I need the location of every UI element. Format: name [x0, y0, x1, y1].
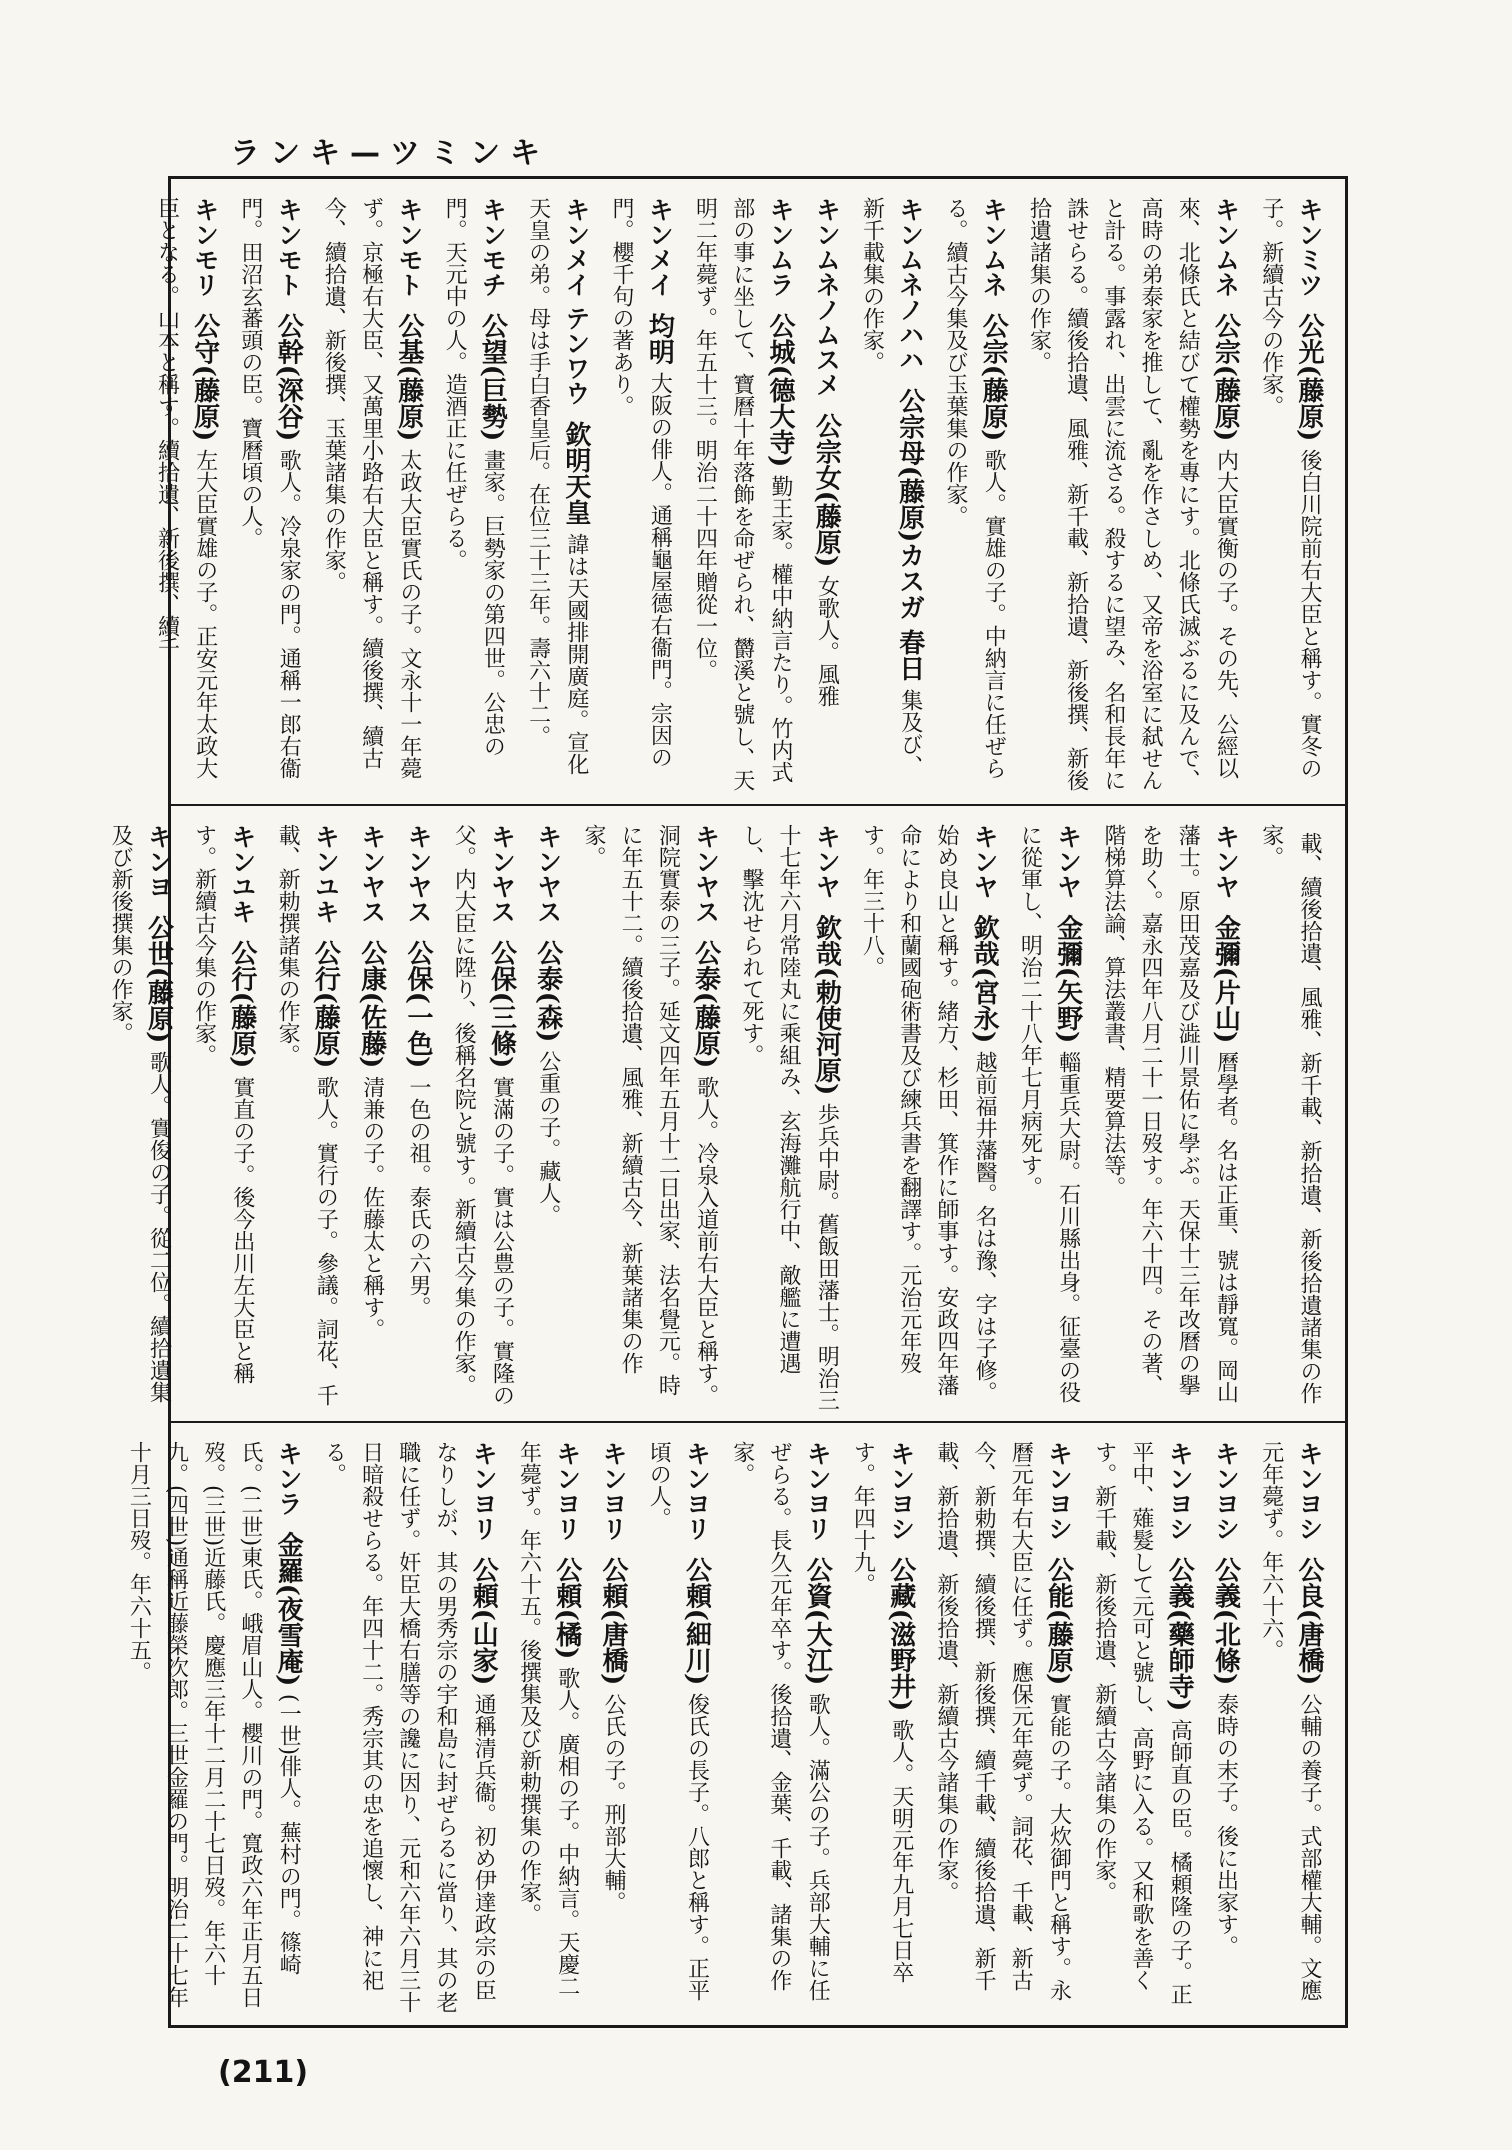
dictionary-entry	[268, 824, 345, 1411]
dictionary-entry	[509, 1441, 586, 2015]
dictionary-entry	[101, 824, 178, 1411]
entry-name: 公宗母(藤原)カスガ 春日	[894, 387, 925, 682]
entry-reading: キンムラ	[766, 197, 796, 297]
entry-reading: キンヤス	[357, 824, 387, 924]
entry-name: 公泰(森)	[532, 939, 563, 1043]
entry-description: 歌人。實雄の子。中納言に任ぜらる。續古今集及び玉葉集の作家。	[942, 197, 1007, 779]
entry-description: 歌人。滿公の子。兵部大輔に任ぜらる。長久元年卒す。後拾遺、金葉、千載、諸集の作家。	[729, 1441, 831, 2001]
dictionary-entry	[147, 197, 224, 794]
entry-name: 公保(一色)	[403, 939, 433, 1069]
dictionary-entry	[1010, 824, 1087, 1411]
dictionary-entry	[685, 197, 800, 794]
entry-name: 公頼(唐橋)	[598, 1556, 629, 1686]
entry-name: 公城(德大寺)	[765, 312, 796, 468]
dictionary-entry	[314, 1441, 503, 2015]
entry-reading: キンヤ	[970, 824, 1000, 899]
entry-reading: キンミツ	[1295, 197, 1324, 297]
entry-name: 公頼(細川)	[681, 1556, 712, 1686]
entry-name: 公資(大江)	[802, 1556, 833, 1686]
dictionary-entry	[927, 1441, 1079, 2015]
entry-name: 公宗女(藤原)	[811, 412, 842, 568]
entry-reading: キンヨリ	[552, 1441, 582, 1541]
entry-description: 後白川院前右大臣と稱す。實冬の子。新續古今の作家。	[1258, 197, 1322, 779]
dictionary-entry	[1205, 1441, 1245, 2015]
entry-name: 公良(唐橋)	[1294, 1556, 1324, 1686]
entry-reading: キンラ	[274, 1441, 304, 1516]
entry-description: 載、續後拾遺、風雅、新千載、新拾遺、新後拾遺諸集の作家。	[1258, 824, 1322, 1404]
entry-reading: キンユキ	[311, 824, 341, 924]
entry-reading: キンヨリ	[682, 1441, 712, 1541]
entry-reading: キンヨシ	[1211, 1441, 1241, 1541]
entry-reading: キンメイ テンワウ	[561, 197, 591, 406]
entry-name: 公幹(深谷)	[273, 312, 304, 442]
entry-reading: キンヨリ	[469, 1441, 499, 1541]
entry-name: 公世(藤原)	[143, 914, 174, 1044]
dictionary-entry	[723, 1441, 838, 2015]
entry-name: 公義(藥師寺)	[1164, 1556, 1195, 1712]
dictionary-entry	[574, 824, 726, 1411]
entry-reading: キンモチ	[478, 197, 508, 297]
dictionary-entry	[732, 824, 847, 1411]
entry-name: 公頼(山家)	[468, 1556, 499, 1686]
entry-description: 畫家。巨勢家の第四世。公忠の門。天元中の人。造酒正に任ぜらる。	[442, 197, 506, 757]
entry-description: 公重の子。藏人。	[535, 1049, 561, 1226]
entry-reading: キンユキ	[227, 824, 257, 924]
entry-name: 公望(巨勢)	[477, 312, 508, 442]
entry-reading: キンモト	[274, 197, 304, 297]
dictionary-entry	[806, 197, 846, 794]
entry-description: 公氏の子。刑部大輔。	[601, 1692, 627, 1913]
entry-description: 内大臣實衡の子。その先、公經以來、北條氏と結びて權勢を專にす。北條氏滅ぶるに及んで、高時の弟泰家を推して、亂を作さしめ、又帝を浴室に弑せんと計る。事露れ、出雲に流さる。殺するに望み、名和長年に誅せらる。續後拾遺、風雅、新千載、新拾遺、新後撰、新後拾遺諸集の作家。	[1026, 197, 1239, 791]
dictionary-entry	[435, 197, 512, 794]
entry-reading: キンムネノハハ	[895, 197, 925, 372]
entry-reading: キンヨシ	[886, 1441, 916, 1541]
entry-description: 歩兵中尉。舊飯田藩士。明治三十七年六月常陸丸に乘組み、玄海灘航行中、敵艦に遭遇し、擊沈せられて死す。	[738, 824, 840, 1411]
entry-name: 金羅(夜雪庵)	[273, 1531, 304, 1687]
running-head: ランキ—ツミンキ	[230, 136, 550, 171]
entry-name: 欽哉(勅使河原)	[811, 914, 842, 1096]
entry-reading: キンムネ	[979, 197, 1009, 297]
entries-band-bottom	[126, 1421, 1345, 2025]
entry-reading: キンムネノムスメ	[812, 197, 842, 397]
entry-reading: キンヨシ	[1165, 1441, 1195, 1541]
dictionary-entry	[843, 1441, 920, 2015]
dictionary-entry	[593, 1441, 633, 2015]
dictionary-entry	[602, 197, 679, 794]
entries-band-top	[154, 179, 1345, 804]
entry-description: 勤王家。權中納言たり。竹内式部の事に坐して、寶曆十年落飾を命ぜられ、欝溪と號し、天明二年薨ず。年五十三。明治二十四年贈從一位。	[692, 197, 794, 791]
entry-description: 高師直の臣。橘頼隆の子。正平中、薙髮して元可と號し、高野に入る。又和歌を善くす。新千載、新後拾遺、新續古今諸集の作家。	[1091, 1441, 1193, 2005]
entry-description: 輜重兵大尉。石川縣出身。征臺の役に從軍し、明治二十八年七月病死す。	[1017, 824, 1081, 1403]
entry-name: 公能(藤原)	[1043, 1556, 1074, 1686]
entry-description: 歌人。實俊の子。從二位。續拾遺集及び新後撰集の作家。	[108, 824, 172, 1403]
entry-description: (一世)俳人。蕪村の門。篠崎氏。(二世)東氏。峨眉山人。櫻川の門。寬政六年正月五日歿。(三世)近藤氏。慶應三年十二月二十七日歿。年六十九。(四世)通稱近藤榮次郎。三世金羅の門。明治二十七年十月三日歿。年六十五。	[126, 1441, 302, 2009]
entry-reading: キンヨシ	[1044, 1441, 1074, 1541]
dictionary-page-frame	[108, 176, 1348, 2028]
dictionary-entry	[1094, 824, 1246, 1411]
entry-description: 實直の子。後今出川左大臣と稱す。新續古今集の作家。	[191, 824, 255, 1384]
dictionary-entry	[518, 197, 595, 794]
entry-description: 集及び、新千載集の作家。	[859, 197, 923, 777]
dictionary-entry	[936, 197, 1013, 794]
entry-description: 俊氏の長子。八郎と稱す。正平頃の人。	[646, 1441, 710, 2001]
entry-reading: キンヨリ	[599, 1441, 629, 1541]
dictionary-entry	[639, 1441, 716, 2015]
entry-description: 歌人。冷泉入道前右大臣と稱す。洞院實泰の三子。延文四年五月十二日出家、法名覺元。時に年五十二。續後拾遺、風雅、新續古今、新葉諸集の作家。	[580, 824, 719, 1406]
dictionary-entry	[852, 197, 929, 794]
entry-description: 通稱清兵衞。初め伊達政宗の臣なりしが、其の男秀宗の宇和島に封ぜらるに當り、其の老職に任ず。奸臣大橋右膳等の讒に因り、元和六年六月三十日暗殺せらる。年四十二。秀宗其の忠を追懷し、神に祀る。	[321, 1441, 497, 2013]
entry-reading: キンモト	[394, 197, 424, 297]
entry-reading: キンヤ	[1053, 824, 1083, 899]
entry-name: 欽哉(宮永)	[969, 914, 1000, 1044]
entry-name: 公頼(橘)	[551, 1556, 582, 1660]
dictionary-entry	[398, 824, 438, 1411]
dictionary-entry	[1019, 197, 1245, 794]
entry-description: 實滿の子。實は公豊の子。實隆の父。内大臣に陞り、後稱名院と號す。新續古今集の作家。	[451, 824, 515, 1406]
entry-name: 公泰(藤原)	[690, 939, 721, 1069]
entry-description: 諱は天國排開廣庭。宣化天皇の弟。母は手白香皇后。在位三十三年。壽六十二。	[525, 197, 589, 775]
entry-description: 歌人。廣相の子。中納言。天慶二年薨ず。年六十五。後撰集及び新勅撰集の作家。	[516, 1441, 580, 1997]
dictionary-entry	[1252, 824, 1329, 1411]
entry-reading: キンモリ	[190, 197, 220, 297]
entry-description: 清兼の子。佐藤太と稱す。	[359, 1075, 385, 1340]
dictionary-entry	[852, 824, 1004, 1411]
entry-name: 欽明天皇	[560, 421, 591, 526]
entry-reading: キンヤス	[533, 824, 563, 924]
entry-name: 金彌(矢野)	[1052, 914, 1083, 1044]
entry-description: 越前福井藩醫。名は豫、字は子修。始め良山と稱す。緒方、杉田、箕作に師事す。安政四年藩命により和蘭國砲術書及び練兵書を翻譯す。元治元年歿す。年三十八。	[859, 824, 998, 1403]
dictionary-entry	[314, 197, 429, 794]
entry-name: 公藏(滋野井)	[885, 1556, 916, 1712]
entry-reading: キンヤ	[812, 824, 842, 899]
dictionary-entry	[1252, 197, 1329, 794]
entry-description: 女歌人。風雅	[814, 574, 840, 707]
entry-reading: キンヨリ	[803, 1441, 833, 1541]
entry-name: 公行(藤原)	[226, 939, 257, 1069]
entry-name: 公義(北條)	[1210, 1556, 1241, 1686]
dictionary-entry	[351, 824, 391, 1411]
entry-name: 公宗(藤原)	[978, 312, 1009, 442]
entry-description: 一色の祖。泰氏の六男。	[406, 1075, 431, 1318]
dictionary-entry	[444, 824, 521, 1411]
entry-name: 公保(三條)	[486, 939, 517, 1069]
entry-reading: キンヨ	[144, 824, 174, 899]
entry-name: 公基(藤原)	[393, 312, 424, 442]
entry-description: 實能の子。大炊御門と稱す。永曆元年右大臣に任ず。應保元年薨ず。詞花、千載、新古今、新勅撰、續後撰、新後撰、續千載、續後拾遺、新千載、新拾遺、新後拾遺、新續古今諸集の作家。	[933, 1441, 1072, 2001]
entry-reading: キンヤス	[404, 824, 433, 924]
entry-description: 太政大臣實氏の子。文永十一年薨ず。京極右大臣、又萬里小路右大臣と稱す。續後撰、續古今、續拾遺、新後撰、玉葉諸集の作家。	[321, 197, 422, 779]
dictionary-entry	[1252, 1441, 1329, 2015]
entry-name: 公行(藤原)	[310, 939, 341, 1069]
entry-name: 公康(佐藤)	[356, 939, 387, 1069]
entry-description: 公輔の養子。式部權大輔。文應元年薨ず。年六十六。	[1258, 1441, 1322, 2001]
entry-reading: キンヤス	[691, 824, 721, 924]
dictionary-entry	[119, 1441, 308, 2015]
entry-name: 公光(藤原)	[1294, 312, 1324, 442]
dictionary-entry	[1085, 1441, 1200, 2015]
entry-reading: キンムネ	[1211, 197, 1241, 297]
entry-reading: キンメイ	[645, 197, 675, 297]
entry-name: 公守(藤原)	[189, 312, 220, 442]
dictionary-entry	[231, 197, 308, 794]
entry-description: 歌人。冷泉家の門。通稱一郎右衞門。田沼玄蕃頭の臣。寶曆頃の人。	[237, 197, 302, 779]
entry-description: 左大臣實雄の子。正安元年太政大臣となる。山本と稱す。續拾遺、新後撰、續千	[154, 197, 218, 779]
dictionary-entry	[527, 824, 567, 1411]
entry-reading: キンヨシ	[1295, 1441, 1324, 1541]
entry-description: 歌人。實行の子。參議。詞花、千載、新勅撰諸集の作家。	[275, 824, 339, 1406]
entry-reading: キンヤ	[1211, 824, 1241, 899]
entry-name: 公宗(藤原)	[1210, 312, 1241, 442]
entry-name: 均明	[644, 312, 675, 365]
entry-description: 曆學者。名は正重、號は靜寬。岡山藩士。原田茂嘉及び澁川景佑に學ぶ。天保十三年改曆の擧を助く。嘉永四年八月二十一日歿す。年六十四。その著、階梯算法論、算法叢書、精要算法等。	[1100, 824, 1239, 1403]
entry-reading: キンヤス	[487, 824, 517, 924]
entry-name: 金彌(片山)	[1210, 914, 1241, 1044]
dictionary-entry	[184, 824, 261, 1411]
entry-description: 歌人。天明元年九月七日卒す。年四十九。	[850, 1441, 914, 1983]
entry-description: 大阪の俳人。通稱龜屋德右衞門。宗因の門。櫻千句の著あり。	[609, 197, 673, 769]
entries-band-middle	[108, 804, 1345, 1421]
entry-description: 泰時の末子。後に出家す。	[1213, 1692, 1239, 1957]
page-number: (211)	[218, 2055, 309, 2090]
